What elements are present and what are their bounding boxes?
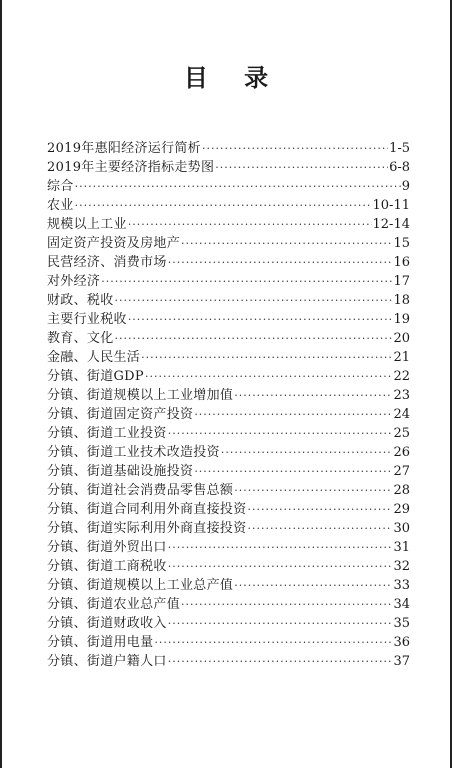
toc-leader-dots <box>234 386 392 405</box>
toc-entry-page: 32 <box>393 559 410 574</box>
toc-entry[interactable] <box>47 405 410 424</box>
toc-leader-dots <box>248 500 393 519</box>
toc-entry[interactable] <box>47 158 410 177</box>
toc-entry[interactable] <box>47 196 410 215</box>
toc-entry-page: 18 <box>393 293 410 308</box>
toc-entry-page: 9 <box>401 179 410 194</box>
toc-entry-label: 分镇、街道农业总产值 <box>47 597 181 612</box>
toc-entry-label: 规模以上工业 <box>47 217 127 232</box>
toc-entry-page: 25 <box>393 426 410 441</box>
toc-entry[interactable] <box>47 424 410 443</box>
toc-entry-page: 10-11 <box>372 198 410 213</box>
toc-entry-page: 15 <box>393 236 410 251</box>
toc-leader-dots <box>181 234 392 253</box>
toc-entry[interactable] <box>47 519 410 538</box>
toc-entry[interactable] <box>47 329 410 348</box>
toc-leader-dots <box>202 139 388 158</box>
toc-entry-label: 分镇、街道实际利用外商直接投资 <box>47 521 247 536</box>
toc-entry[interactable] <box>47 291 410 310</box>
toc-leader-dots <box>154 633 392 652</box>
toc-entry[interactable] <box>47 348 410 367</box>
toc-entry-page: 30 <box>393 521 410 536</box>
toc-leader-dots <box>115 329 393 348</box>
toc-leader-dots <box>194 405 392 424</box>
toc-entry-label: 分镇、街道规模以上工业增加值 <box>47 388 234 403</box>
toc-leader-dots <box>168 253 393 272</box>
toc-leader-dots <box>194 462 392 481</box>
toc-entry[interactable] <box>47 177 410 196</box>
toc-entry[interactable] <box>47 215 410 234</box>
toc-entry[interactable] <box>47 633 410 652</box>
toc-entry-label: 分镇、街道外贸出口 <box>47 540 167 555</box>
toc-leader-dots <box>181 595 392 614</box>
toc-entry-page: 21 <box>393 350 410 365</box>
toc-entry-label: 主要行业税收 <box>47 312 127 327</box>
toc-entry[interactable] <box>47 462 410 481</box>
toc-entry-page: 34 <box>393 597 410 612</box>
toc-entry-page: 35 <box>393 616 410 631</box>
toc-leader-dots <box>168 614 393 633</box>
toc-entry-label: 分镇、街道工商税收 <box>47 559 167 574</box>
toc-entry-label: 分镇、街道财政收入 <box>47 616 167 631</box>
toc-entry[interactable] <box>47 310 410 329</box>
toc-entry-label: 农业 <box>47 198 74 213</box>
toc-entry-page: 16 <box>393 255 410 270</box>
toc-leader-dots <box>141 348 392 367</box>
toc-entry-label: 固定资产投资及房地产 <box>47 236 181 251</box>
toc-entry-page: 36 <box>393 635 410 650</box>
toc-entry[interactable] <box>47 614 410 633</box>
table-of-contents <box>47 139 410 671</box>
toc-entry-page: 23 <box>393 388 410 403</box>
toc-entry-label: 分镇、街道社会消费品零售总额 <box>47 483 234 498</box>
toc-leader-dots <box>221 443 393 462</box>
toc-entry[interactable] <box>47 538 410 557</box>
toc-entry-page: 29 <box>393 502 410 517</box>
toc-leader-dots <box>168 557 393 576</box>
toc-entry-page: 20 <box>393 331 410 346</box>
toc-entry-label: 分镇、街道用电量 <box>47 635 154 650</box>
toc-leader-dots <box>234 481 392 500</box>
toc-entry-label: 教育、文化 <box>47 331 114 346</box>
toc-entry-label: 民营经济、消费市场 <box>47 255 167 270</box>
toc-entry-page: 6-8 <box>389 160 410 175</box>
toc-leader-dots <box>234 576 392 595</box>
toc-entry-label: 分镇、街道固定资产投资 <box>47 407 194 422</box>
toc-entry-label: 分镇、街道基础设施投资 <box>47 464 194 479</box>
toc-entry-page: 19 <box>393 312 410 327</box>
toc-entry[interactable] <box>47 443 410 462</box>
toc-entry[interactable] <box>47 576 410 595</box>
toc-leader-dots <box>128 310 393 329</box>
toc-entry[interactable] <box>47 500 410 519</box>
toc-entry-label: 分镇、街道合同利用外商直接投资 <box>47 502 247 517</box>
toc-entry-page: 28 <box>393 483 410 498</box>
toc-entry-label: 金融、人民生活 <box>47 350 141 365</box>
toc-entry[interactable] <box>47 272 410 291</box>
toc-entry-page: 1-5 <box>389 141 410 156</box>
toc-leader-dots <box>75 177 401 196</box>
toc-entry-page: 27 <box>393 464 410 479</box>
toc-entry[interactable] <box>47 481 410 500</box>
toc-entry-page: 22 <box>393 369 410 384</box>
toc-entry-label: 对外经济 <box>47 274 101 289</box>
toc-entry-page: 33 <box>393 578 410 593</box>
toc-leader-dots <box>75 196 372 215</box>
toc-entry[interactable] <box>47 652 410 671</box>
toc-entry-label: 综合 <box>47 179 74 194</box>
toc-entry[interactable] <box>47 557 410 576</box>
toc-entry-label: 分镇、街道规模以上工业总产值 <box>47 578 234 593</box>
toc-entry[interactable] <box>47 386 410 405</box>
toc-entry-page: 37 <box>393 654 410 669</box>
toc-entry-label: 分镇、街道工业技术改造投资 <box>47 445 220 460</box>
toc-leader-dots <box>145 367 392 386</box>
toc-entry-label: 分镇、街道工业投资 <box>47 426 167 441</box>
toc-entry-label: 财政、税收 <box>47 293 114 308</box>
toc-leader-dots <box>248 519 393 538</box>
page-title: 目 录 <box>183 64 283 92</box>
toc-entry-label: 分镇、街道户籍人口 <box>47 654 167 669</box>
toc-entry-page: 31 <box>393 540 410 555</box>
toc-leader-dots <box>168 424 393 443</box>
toc-leader-dots <box>215 158 388 177</box>
toc-entry[interactable] <box>47 139 410 158</box>
toc-entry[interactable] <box>47 253 410 272</box>
toc-entry[interactable] <box>47 367 410 386</box>
toc-entry[interactable] <box>47 595 410 614</box>
toc-entry-page: 17 <box>393 274 410 289</box>
toc-entry-page: 26 <box>393 445 410 460</box>
toc-leader-dots <box>168 652 393 671</box>
toc-entry-page: 12-14 <box>372 217 410 232</box>
toc-entry-label: 2019年惠阳经济运行简析 <box>47 141 201 156</box>
toc-entry[interactable] <box>47 234 410 253</box>
toc-leader-dots <box>115 291 393 310</box>
toc-leader-dots <box>168 538 393 557</box>
toc-leader-dots <box>128 215 372 234</box>
toc-leader-dots <box>101 272 392 291</box>
toc-entry-label: 2019年主要经济指标走势图 <box>47 160 215 175</box>
toc-entry-label: 分镇、街道GDP <box>47 369 144 384</box>
toc-entry-page: 24 <box>393 407 410 422</box>
